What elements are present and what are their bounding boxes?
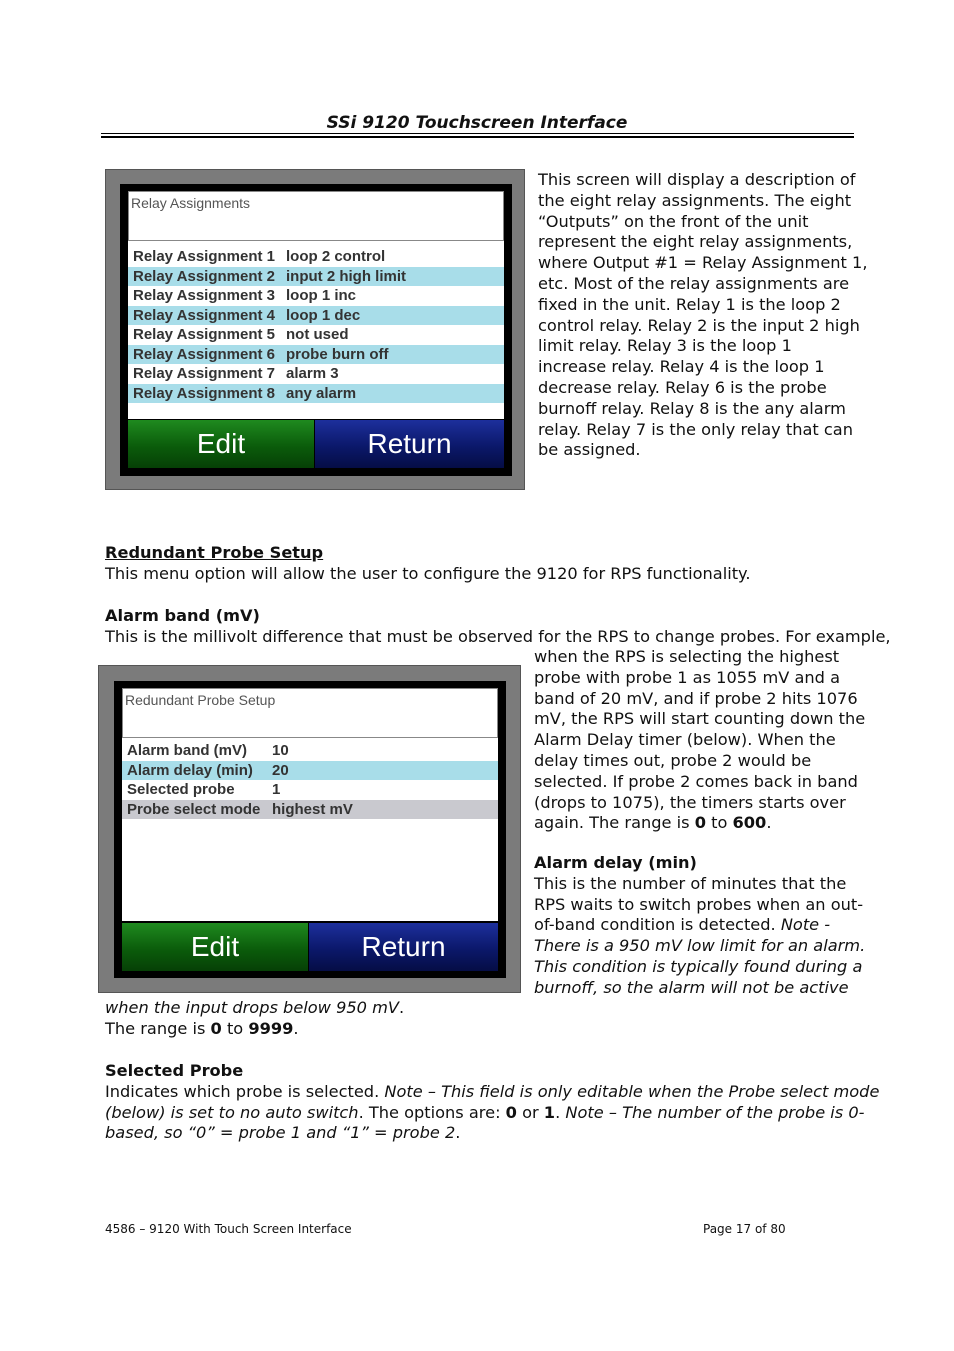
relay-row[interactable] — [128, 247, 504, 267]
rps-return-button[interactable]: Return — [309, 923, 498, 971]
relay-description-line: control relay. Relay 2 is the input 2 high — [538, 315, 860, 335]
rps-row-label: Probe select mode — [127, 800, 261, 818]
selected-probe-heading: Selected Probe — [105, 1061, 244, 1080]
relay-description-line: relay. Relay 7 is the only relay that can — [538, 419, 853, 439]
relay-row-label: Relay Assignment 5 — [133, 326, 275, 343]
relay-row[interactable] — [128, 286, 504, 306]
relay-screen — [120, 184, 512, 476]
relay-description-line: decrease relay. Relay 6 is the probe — [538, 377, 827, 397]
alarm-band-first-line: This is the millivolt difference that must be observed for the RPS to change probes. For example, — [105, 626, 891, 646]
alarm-band-line: band of 20 mV, and if probe 2 hits 1076 — [534, 688, 858, 708]
rps-row[interactable] — [122, 761, 498, 781]
relay-row-value: loop 2 control — [286, 248, 386, 265]
relay-row-value: any alarm — [286, 384, 357, 402]
relay-description-line: “Outputs” on the front of the unit — [538, 211, 809, 231]
header-rule-thin — [101, 133, 854, 134]
relay-row-label: Relay Assignment 2 — [133, 267, 275, 285]
alarm-band-line: selected. If probe 2 comes back in band — [534, 771, 858, 791]
relay-description-line: represent the eight relay assignments, — [538, 232, 853, 252]
relay-row-label: Relay Assignment 6 — [133, 345, 275, 363]
relay-row-label: Relay Assignment 4 — [133, 306, 275, 324]
alarm-delay-continuation: when the input drops below 950 mV. The range is 0 to 9999. — [105, 998, 865, 1040]
rps-list — [122, 738, 498, 921]
alarm-band-line: (drops to 1075), the timers starts over — [534, 792, 846, 812]
rps-edit-button[interactable]: Edit — [122, 923, 308, 971]
alarm-delay-note-line: This condition is typically found during a — [534, 956, 863, 976]
relay-description — [538, 170, 868, 461]
relay-row[interactable] — [128, 384, 504, 404]
rps-row-value: 20 — [272, 761, 289, 779]
alarm-band-line: when the RPS is selecting the highest — [534, 647, 840, 666]
alarm-band-line: Alarm Delay timer (below). When the — [534, 730, 836, 750]
rps-intro: This menu option will allow the user to configure the 9120 for RPS functionality. — [105, 563, 751, 583]
return-button[interactable]: Return — [315, 420, 504, 468]
rps-section — [105, 543, 865, 585]
relay-description-line: etc. Most of the relay assignments are — [538, 273, 850, 293]
selected-probe-section: Selected Probe Indicates which probe is selected. Note – This field is only editable when the Probe select mode (below) is set to no auto switch. The options are: 0 or 1. Note – The number of the probe is 0- based, so “0” = probe 1 and “1” = probe 2. — [105, 1061, 880, 1143]
alarm-band-description — [534, 647, 864, 834]
relay-description-line: burnoff relay. Relay 8 is the any alarm — [538, 398, 846, 418]
alarm-band-line: delay times out, probe 2 would be — [534, 750, 812, 770]
rps-screen — [114, 681, 506, 978]
relay-description-line: limit relay. Relay 3 is the loop 1 — [538, 336, 792, 356]
alarm-delay-description: Alarm delay (min) This is the number of minutes that the RPS waits to switch probes when an out- of-band condition is detected. Note - There is a 950 mV low limit for an alarm. This condition is typically found during a burnoff, so the alarm will not be active — [534, 853, 866, 997]
relay-row-label: Relay Assignment 7 — [133, 365, 275, 382]
rps-row[interactable] — [122, 741, 498, 761]
relay-row[interactable] — [128, 364, 504, 384]
edit-button[interactable]: Edit — [128, 420, 314, 468]
relay-list — [128, 241, 504, 419]
rps-row-label: Alarm delay (min) — [127, 761, 253, 779]
document-header-title: SSi 9120 Touchscreen Interface — [326, 113, 628, 133]
relay-description-line: be assigned. — [538, 440, 641, 460]
rps-heading: Redundant Probe Setup — [105, 543, 324, 562]
footer-left: 4586 – 9120 With Touch Screen Interface — [105, 1222, 352, 1236]
alarm-band-range: again. The range is 0 to 600. — [534, 813, 772, 833]
relay-row-value: loop 1 inc — [286, 287, 357, 304]
relay-description-line: the eight relay assignments. The eight — [538, 190, 852, 210]
relay-row-value: not used — [286, 326, 349, 343]
rps-row-value: 1 — [272, 781, 281, 798]
rps-screen-title: Redundant Probe Setup — [122, 688, 498, 738]
relay-row-label: Relay Assignment 1 — [133, 248, 275, 265]
alarm-band-line: mV, the RPS will start counting down the — [534, 709, 866, 729]
relay-row-value: input 2 high limit — [286, 267, 406, 285]
relay-row[interactable] — [128, 325, 504, 345]
relay-description-line: increase relay. Relay 4 is the loop 1 — [538, 357, 825, 377]
relay-description-line: This screen will display a description of — [538, 170, 856, 189]
relay-description-line: fixed in the unit. Relay 1 is the loop 2 — [538, 294, 841, 314]
relay-row-value: alarm 3 — [286, 365, 339, 382]
alarm-band-intro — [105, 606, 891, 648]
relay-row-label: Relay Assignment 8 — [133, 384, 275, 402]
rps-row-value: 10 — [272, 742, 289, 759]
rps-row-label: Selected probe — [127, 781, 235, 798]
rps-row-label: Alarm band (mV) — [127, 742, 248, 759]
rps-screenshot — [98, 665, 521, 993]
header-rule-thick — [101, 136, 854, 138]
alarm-band-line: probe with probe 1 as 1055 mV and a — [534, 667, 840, 687]
alarm-delay-note-line: There is a 950 mV low limit for an alarm. — [534, 936, 866, 956]
relay-description-line: where Output #1 = Relay Assignment 1, — [538, 253, 868, 273]
alarm-delay-note-line: burnoff, so the alarm will not be active — [534, 977, 849, 997]
relay-row-label: Relay Assignment 3 — [133, 287, 275, 304]
rps-row[interactable] — [122, 800, 498, 820]
rps-row[interactable] — [122, 780, 498, 800]
relay-row[interactable] — [128, 306, 504, 326]
relay-screen-title: Relay Assignments — [128, 191, 504, 241]
relay-row-value: loop 1 dec — [286, 306, 361, 324]
relay-row[interactable] — [128, 345, 504, 365]
alarm-band-heading: Alarm band (mV) — [105, 606, 260, 625]
relay-assignments-screenshot — [105, 169, 525, 490]
rps-row-value: highest mV — [272, 800, 353, 818]
alarm-delay-range: The range is 0 to 9999. — [105, 1018, 299, 1038]
relay-row-value: probe burn off — [286, 345, 389, 363]
footer-page-number: Page 17 of 80 — [703, 1222, 786, 1236]
relay-row[interactable] — [128, 267, 504, 287]
alarm-delay-heading: Alarm delay (min) — [534, 853, 697, 872]
